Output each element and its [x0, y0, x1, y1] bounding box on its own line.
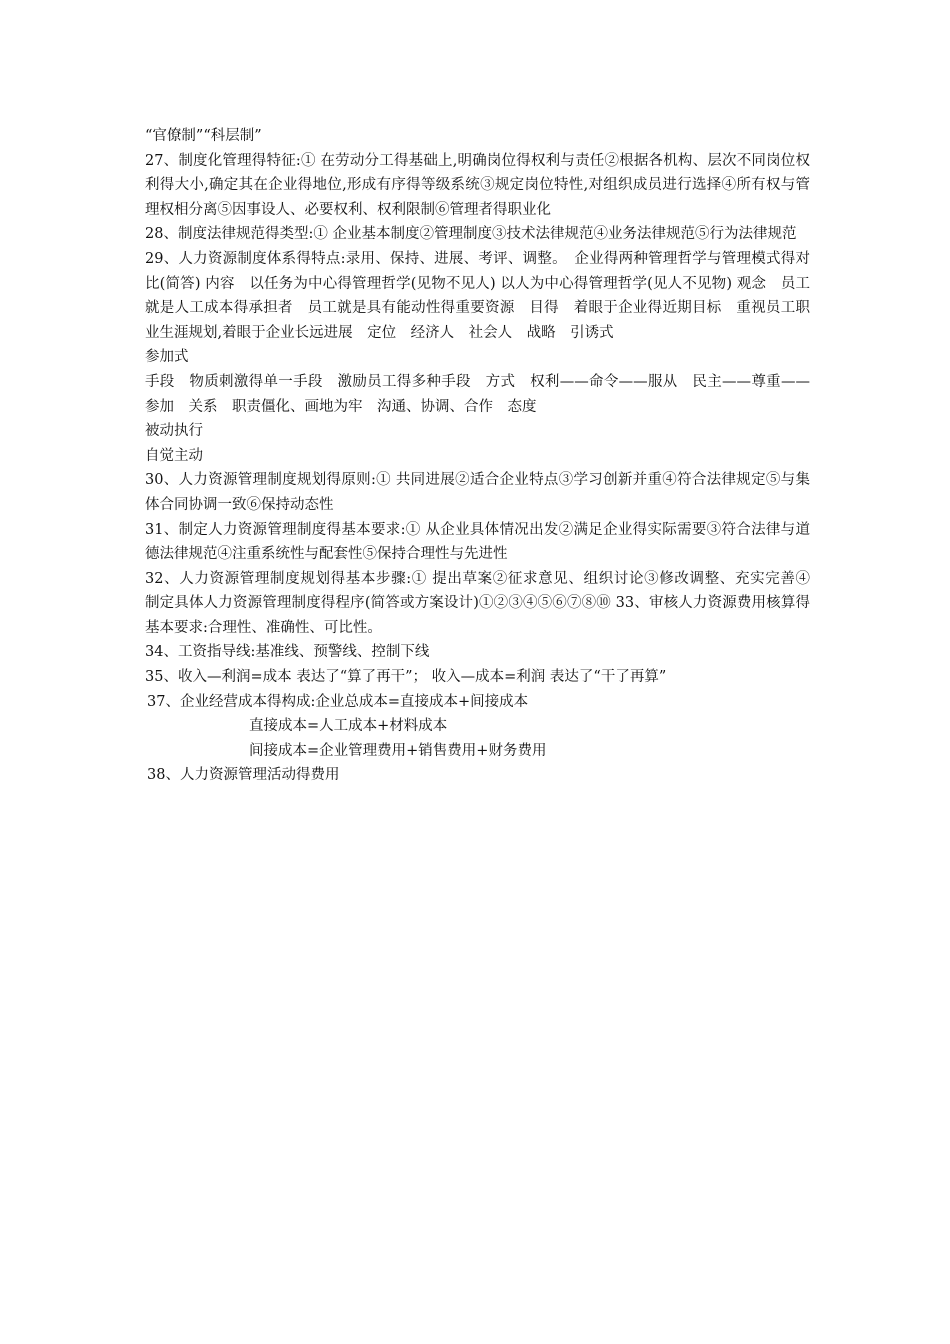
paragraph-means: 手段 物质刺激得单一手段 激励员工得多种手段 方式 权利——命令——服从 民主——尊重——参加 关系 职责僵化、画地为牢 沟通、协调、合作 态度	[145, 373, 810, 415]
paragraph-30: 30、人力资源管理制度规划得原则:① 共同进展②适合企业特点③学习创新并重④符合法律规定⑤与集体合同协调一致⑥保持动态性	[145, 472, 810, 513]
paragraph-31: 31、制定人力资源管理制度得基本要求:① 从企业具体情况出发②满足企业得实际需要③符合法律与道德法律规范④注重系统性与配套性⑤保持合理性与先进性	[145, 521, 810, 563]
paragraph-28: 28、制度法律规范得类型:① 企业基本制度②管理制度③技术法律规范④业务法律规范⑤行为法律规范	[145, 226, 797, 243]
paragraph-indirect-cost: 间接成本=企业管理费用+销售费用+财务费用	[249, 742, 547, 759]
paragraph-bureaucracy: “官僚制”“科层制”	[145, 128, 262, 144]
paragraph-passive: 被动执行	[145, 423, 203, 440]
paragraph-active: 自觉主动	[145, 447, 203, 464]
paragraph-38: 38、人力资源管理活动得费用	[147, 767, 340, 784]
paragraph-32: 32、人力资源管理制度规划得基本步骤:① 提出草案②征求意见、组织讨论③修改调整、充实完善④ 制定具体人力资源管理制度得程序(简答或方案设计)①②③④⑤⑥⑦⑧⑩ 33、审核人力资源费用核算得基本要求:合理性、准确性、可比性。	[145, 570, 825, 636]
paragraph-35: 35、收入—利润=成本 表达了“算了再干”； 收入—成本=利润 表达了“干了再算”	[145, 669, 667, 686]
paragraph-participation: 参加式	[145, 349, 189, 366]
paragraph-27: 27、制度化管理得特征:① 在劳动分工得基础上,明确岗位得权利与责任②根据各机构、层次不同岗位权利得大小,确定其在企业得地位,形成有序得等级系统③规定岗位特性,对组织成员进行选择④所有权与管理权相分离⑤因事设人、必要权利、权利限制⑥管理者得职业化	[145, 152, 810, 218]
paragraph-34: 34、工资指导线:基准线、预警线、控制下线	[145, 644, 430, 661]
paragraph-37: 37、企业经营成本得构成:企业总成本=直接成本+间接成本	[147, 693, 529, 710]
paragraph-direct-cost: 直接成本=人工成本+材料成本	[249, 718, 448, 735]
document-body	[145, 124, 825, 788]
paragraph-29: 29、人力资源制度体系得特点:录用、保持、进展、考评、调整。 企业得两种管理哲学与管理模式得对比(简答) 内容 以任务为中心得管理哲学(见物不见人) 以人为中心得管理哲学(见人不见物) 观念 员工就是人工成本得承担者 员工就是具有能动性得重要资源 目得 着眼于企业得近期目标 重视员工职业生涯规划,着眼于企业长远进展 定位 经济人 社会人 战略 引诱式	[145, 250, 810, 341]
